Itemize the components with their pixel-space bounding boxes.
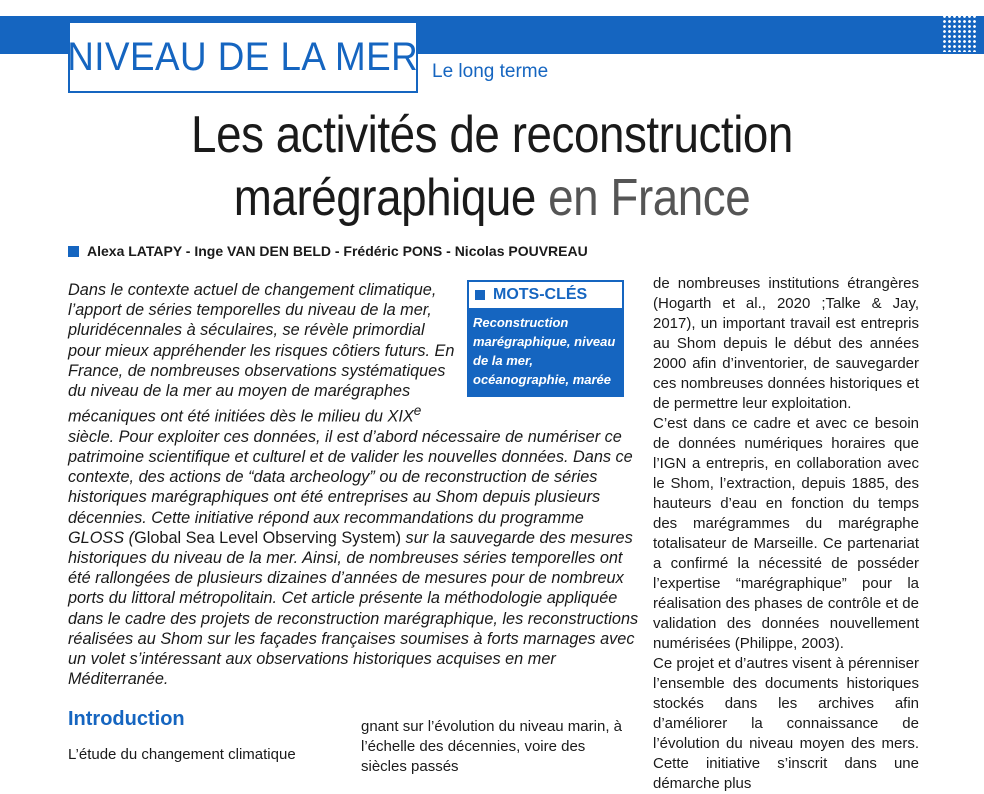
title-line-2-main: marégraphique [233,169,536,227]
right-column-paragraph-3: Ce projet et d’autres visent à pérenniser l’ensemble des documents historiques stockés dans les archives afin d’améliorer la connaissance de l’évolution du niveau moyen des mers. Cette initiative s’inscrit dans une démarche plus [653,655,919,792]
right-column-paragraph-1: de nombreuses institutions étrangères (Hogarth et al., 2020 ;Talke & Jay, 2017), un important travail est entrepris au Shom depuis le début des années 2000 afin d’inventorier, de sauvegarder ces nombreuses données historiques et de permettre leur exploitation. [653,275,919,412]
abstract-gloss-name: Global Sea Level Observing System) [134,528,402,547]
section-title-box [68,21,418,93]
keywords-heading: MOTS-CLÉS [493,286,588,303]
keywords-header [469,282,622,308]
intro-column-1-text: L’étude du changement climatique [68,746,296,763]
authors: Alexa LATAPY - Inge VAN DEN BELD - Frédéric PONS - Nicolas POUVREAU [87,243,588,259]
title-line-2-accent: en France [548,169,751,227]
article-title [0,104,984,230]
abstract-superscript: e [413,403,422,419]
introduction-heading: Introduction [68,708,185,730]
right-column-paragraph-2: C’est dans ce cadre et avec ce besoin de données numériques horaires que l’IGN a entrepris, en collaboration avec le Shom, l’extraction, depuis 1885, des hauteurs d’eau en fonction du temps des marégrammes du marégraphe totalisateur de Marseille. Ce partenariat a confirmé la nécessité de posséder l’expertise “marégraphique” pour la réalisation des phases de contrôle et de validation des données nouvellement numérisées (Philippe, 2003). [653,415,919,652]
title-line-1: Les activités de reconstruction [191,106,793,164]
abstract-part-1: Dans le contexte actuel de changement climatique, l’apport de séries temporelles du niveau de la mer, pluridécennales à séculaires, se révèle primordial pour mieux appréhender les risques côtiers futurs. En France, de nombreuses observations systématiques du niveau de la mer au moyen de marégraphes mécaniques ont été initiées dès le milieu du XIX [68,281,455,426]
right-column [653,274,919,794]
abstract [68,280,644,689]
authors-byline [68,243,588,259]
title-line-2 [59,167,925,230]
square-bullet-icon [68,246,79,257]
subsection-label: Le long terme [432,61,549,82]
intro-column-2-text: gnant sur l’évolution du niveau marin, à l’échelle des décennies, voire des siècles passés [361,718,622,775]
keywords-list: Reconstruction marégraphique, niveau de la mer, océanographie, marée [473,315,616,388]
keywords-box [467,280,624,397]
section-title: NIVEAU DE LA MER [67,34,419,79]
square-bullet-icon [475,290,485,300]
dot-pattern-decoration [942,14,978,52]
abstract-part-2: siècle. Pour exploiter ces données, il est d’abord nécessaire de numériser ce patrimoine scientifique et culturel et de valider les nouvelles données. Dans ce contexte, des actions de “data archeology” ou de reconstruction de séries historiques marégraphiques ont été entreprises au Shom depuis plusieurs décennies. Cette initiative répond aux recommandations du programme GLOSS ( [68,427,633,547]
abstract-part-3: sur la sauvegarde des mesures historiques du niveau de la mer. Ainsi, de nombreuses séries temporelles ont été rallongées de plusieurs dizaines d’années de mesures pour de nombreux ports du littoral métropolitain. Cet article présente la méthodologie appliquée dans le cadre des projets de reconstruction marégraphique, les reconstructions réalisées au Shom sur les façades françaises soumises à forts marnages avec un volet s’intéressant aux observations historiques acquises en mer Méditerranée. [68,528,639,689]
